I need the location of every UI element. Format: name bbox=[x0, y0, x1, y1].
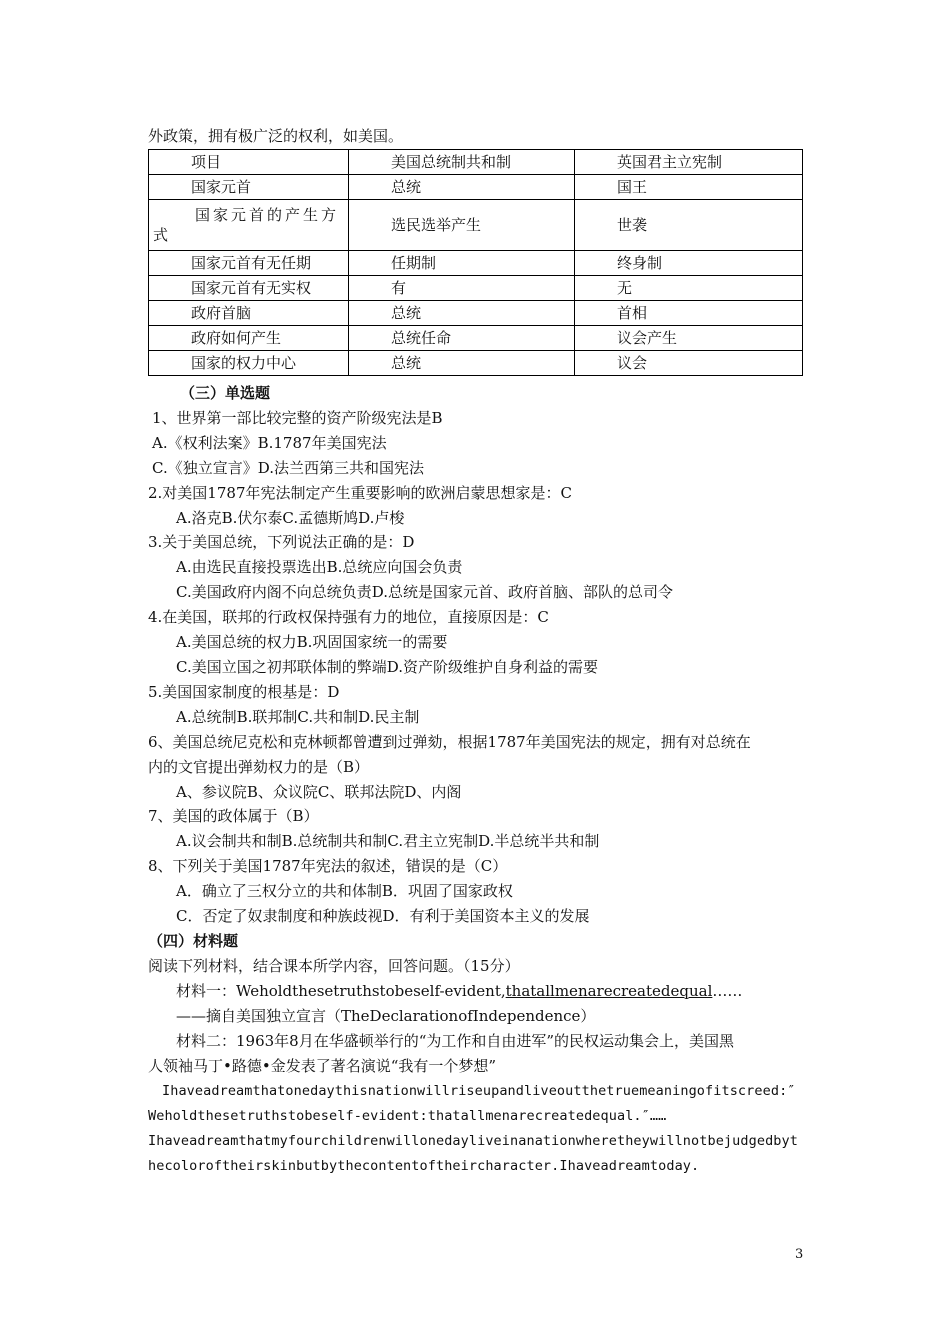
table-cell: 选民选举产生 bbox=[349, 200, 575, 251]
table-cell: 政府首脑 bbox=[149, 301, 349, 326]
table-cell: 有 bbox=[349, 276, 575, 301]
table-row bbox=[149, 301, 803, 326]
table-cell: 国王 bbox=[575, 175, 803, 200]
table-row bbox=[149, 326, 803, 351]
question-options: A.由选民直接投票选出B.总统应向国会负责 bbox=[176, 558, 463, 576]
table-cell: 议会 bbox=[575, 351, 803, 376]
question-text: 6、美国总统尼克松和克林顿都曾遭到过弹劾，根据1787年美国宪法的规定，拥有对总统在 bbox=[148, 733, 751, 751]
table-cell: 任期制 bbox=[349, 251, 575, 276]
material-prompt: 阅读下列材料，结合课本所学内容，回答问题。（15分） bbox=[148, 957, 520, 975]
section-title: （三）单选题 bbox=[180, 384, 271, 402]
table-cell: 议会产生 bbox=[575, 326, 803, 351]
table-row bbox=[149, 276, 803, 301]
table-row bbox=[149, 200, 803, 251]
question-options: C.《独立宣言》D.法兰西第三共和国宪法 bbox=[152, 459, 424, 477]
table-cell: 总统任命 bbox=[349, 326, 575, 351]
table-cell: 世袭 bbox=[575, 200, 803, 251]
table-header-row bbox=[149, 150, 803, 175]
question-options: C.美国立国之初邦联体制的弊端D.资产阶级维护自身利益的需要 bbox=[176, 658, 598, 676]
table-row bbox=[149, 351, 803, 376]
section-title: （四）材料题 bbox=[148, 932, 239, 950]
table-cell: 无 bbox=[575, 276, 803, 301]
question-options: A、参议院B、众议院C、联邦法院D、内阁 bbox=[176, 783, 462, 801]
question-text: 4.在美国，联邦的行政权保持强有力的地位，直接原因是：C bbox=[148, 608, 549, 626]
question-options: C.美国政府内阁不向总统负责D.总统是国家元首、政府首脑、部队的总司令 bbox=[176, 583, 673, 601]
table-cell: 国家的权力中心 bbox=[149, 351, 349, 376]
question-text: 7、美国的政体属于（B） bbox=[148, 807, 319, 825]
table-cell: 国家元首的产生方式 bbox=[149, 200, 349, 251]
table-cell: 政府如何产生 bbox=[149, 326, 349, 351]
table-cell: 总统 bbox=[349, 351, 575, 376]
table-row bbox=[149, 175, 803, 200]
table-cell: 国家元首有无实权 bbox=[149, 276, 349, 301]
question-options: C．否定了奴隶制度和种族歧视D．有利于美国资本主义的发展 bbox=[176, 907, 590, 925]
speech-text: Ihaveadreamthatonedaythisnationwillriseupandliveoutthetruemeaningofitscreed:″ bbox=[162, 1083, 796, 1099]
question-text: 5.美国国家制度的根基是：D bbox=[148, 683, 340, 701]
table-cell: 终身制 bbox=[575, 251, 803, 276]
material-one-underlined: thatallmenarecreatedequal bbox=[505, 982, 713, 1000]
speech-text: Weholdthesetruthstobeself-evident:thatallmenarecreatedequal.″…… bbox=[148, 1108, 667, 1124]
table-header-cell: 英国君主立宪制 bbox=[575, 150, 803, 175]
intro-line: 外政策，拥有极广泛的权利，如美国。 bbox=[148, 127, 404, 145]
material-two: 人领袖马丁•路德•金发表了著名演说“我有一个梦想” bbox=[148, 1057, 497, 1075]
speech-text: Ihaveadreamthatmyfourchildrenwillonedayliveinanationwheretheywillnotbejudgedbyt bbox=[148, 1133, 798, 1149]
question-text: 2.对美国1787年宪法制定产生重要影响的欧洲启蒙思想家是：C bbox=[148, 484, 572, 502]
table-cell: 首相 bbox=[575, 301, 803, 326]
material-one-prefix: 材料一：Weholdthesetruthstobeself-evident, bbox=[176, 982, 506, 1000]
question-text: 3.关于美国总统，下列说法正确的是：D bbox=[148, 533, 415, 551]
table-cell: 总统 bbox=[349, 175, 575, 200]
table-cell: 国家元首有无任期 bbox=[149, 251, 349, 276]
question-options: A．确立了三权分立的共和体制B．巩固了国家政权 bbox=[176, 882, 513, 900]
page-number: 3 bbox=[795, 1247, 804, 1262]
question-text: 8、下列关于美国1787年宪法的叙述，错误的是（C） bbox=[148, 857, 508, 875]
table-cell: 总统 bbox=[349, 301, 575, 326]
material-one-source: ——摘自美国独立宣言（TheDeclarationofIndependence） bbox=[176, 1007, 596, 1025]
question-options: A.洛克B.伏尔泰C.孟德斯鸠D.卢梭 bbox=[176, 509, 405, 527]
question-options: A.议会制共和制B.总统制共和制C.君主立宪制D.半总统半共和制 bbox=[176, 832, 600, 850]
table-header-cell: 项目 bbox=[149, 150, 349, 175]
speech-text: hecoloroftheirskinbutbythecontentoftheircharacter.Ihaveadreamtoday. bbox=[148, 1158, 700, 1174]
material-two: 材料二：1963年8月在华盛顿举行的“为工作和自由进军”的民权运动集会上，美国黑 bbox=[176, 1032, 735, 1050]
material-one-suffix: …… bbox=[712, 982, 743, 1000]
question-options: A.《权利法案》B.1787年美国宪法 bbox=[152, 434, 387, 452]
table-row bbox=[149, 251, 803, 276]
question-text: 内的文官提出弹劾权力的是（B） bbox=[148, 758, 370, 776]
comparison-table bbox=[148, 149, 803, 376]
table-header-cell: 美国总统制共和制 bbox=[349, 150, 575, 175]
material-one bbox=[176, 981, 742, 1001]
question-text: 1、世界第一部比较完整的资产阶级宪法是B bbox=[152, 409, 443, 427]
table-cell: 国家元首 bbox=[149, 175, 349, 200]
question-options: A.美国总统的权力B.巩固国家统一的需要 bbox=[176, 633, 448, 651]
question-options: A.总统制B.联邦制C.共和制D.民主制 bbox=[176, 708, 420, 726]
